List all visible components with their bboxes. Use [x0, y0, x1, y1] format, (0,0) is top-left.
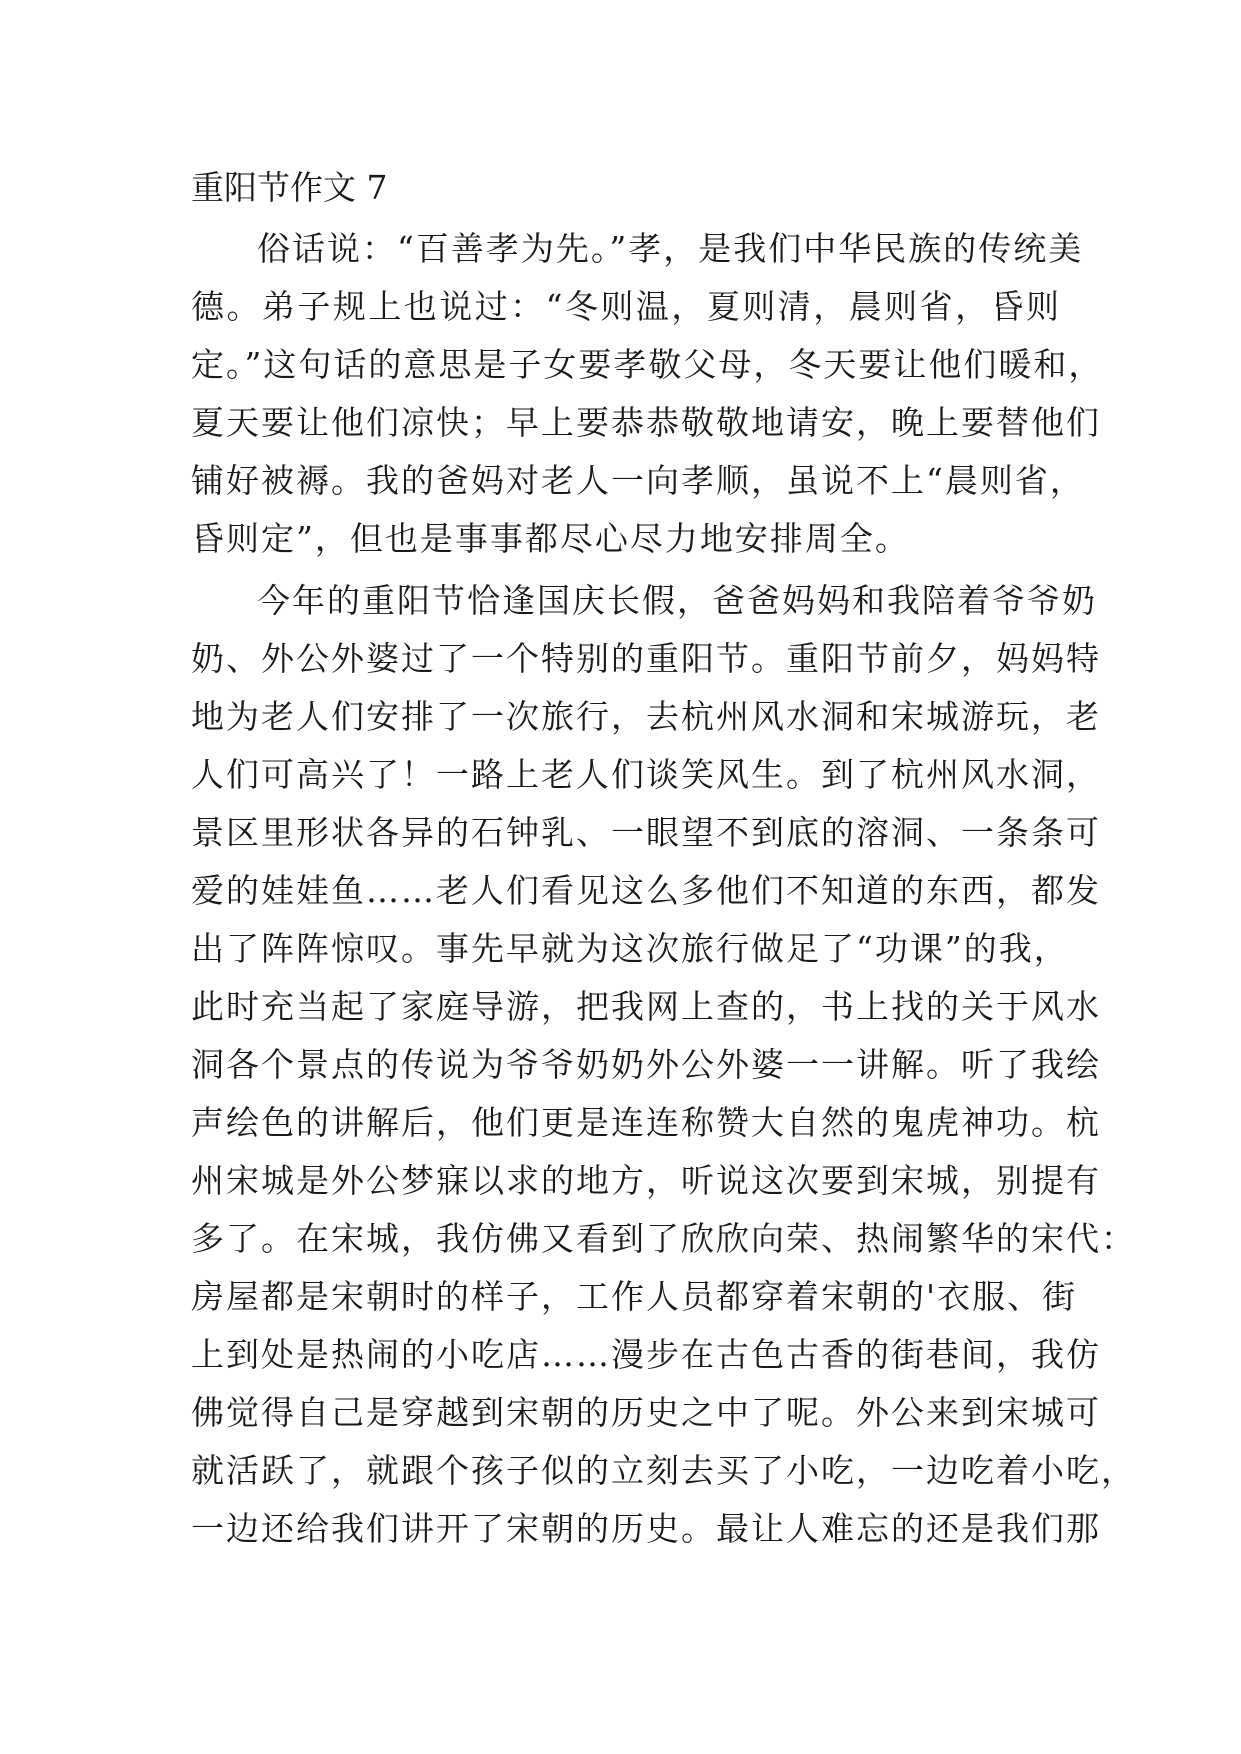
text-line: 就活跃了，就跟个孩子似的立刻去买了小吃，一边吃着小吃，: [191, 1451, 1136, 1490]
text-line: 此时充当起了家庭导游，把我网上查的，书上找的关于风水: [191, 987, 1101, 1026]
text-line: 出了阵阵惊叹。事先早就为这次旅行做足了“功课”的我，: [191, 929, 1069, 968]
text-line: 声绘色的讲解后，他们更是连连称赞大自然的鬼虎神功。杭: [191, 1103, 1101, 1142]
paragraph-1: [191, 220, 1104, 568]
paragraph-2: [191, 572, 1136, 1558]
text-line: 多了。在宋城，我仿佛又看到了欣欣向荣、热闹繁华的宋代：: [191, 1219, 1136, 1258]
text-line: 定。”这句话的意思是子女要孝敬父母，冬天要让他们暖和，: [191, 345, 1104, 384]
text-line: 人们可高兴了！一路上老人们谈笑风生。到了杭州风水洞，: [191, 755, 1101, 794]
text-line: 洞各个景点的传说为爷爷奶奶外公外婆一一讲解。听了我绘: [191, 1045, 1101, 1084]
text-line: 今年的重阳节恰逢国庆长假，爸爸妈妈和我陪着爷爷奶: [257, 581, 1097, 620]
text-line: 铺好被褥。我的爸妈对老人一向孝顺，虽说不上“晨则省，: [191, 461, 1085, 500]
text-line: 房屋都是宋朝时的样子，工作人员都穿着宋朝的'衣服、街: [191, 1277, 1078, 1316]
text-line: 夏天要让他们凉快；早上要恭恭敬敬地请安，晚上要替他们: [191, 403, 1101, 442]
text-line: 俗话说：“百善孝为先。”孝，是我们中华民族的传统美: [257, 229, 1084, 268]
document-body: [191, 160, 1136, 1562]
text-line: 奶、外公外婆过了一个特别的重阳节。重阳节前夕，妈妈特: [191, 639, 1101, 678]
text-line: 昏则定”，但也是事事都尽心尽力地安排周全。: [191, 519, 910, 558]
text-line: 爱的娃娃鱼……老人们看见这么多他们不知道的东西，都发: [191, 871, 1101, 910]
text-line: 景区里形状各异的石钟乳、一眼望不到底的溶洞、一条条可: [191, 813, 1101, 852]
text-line: 佛觉得自己是穿越到宋朝的历史之中了呢。外公来到宋城可: [191, 1393, 1101, 1432]
text-line: 德。弟子规上也说过：“冬则温，夏则清，晨则省，昏则: [191, 287, 1061, 326]
text-line: 一边还给我们讲开了宋朝的历史。最让人难忘的还是我们那: [191, 1509, 1101, 1548]
text-line: 地为老人们安排了一次旅行，去杭州风水洞和宋城游玩，老: [191, 697, 1101, 736]
document-title: 重阳节作文 7: [191, 168, 388, 207]
text-line: 州宋城是外公梦寐以求的地方，听说这次要到宋城，别提有: [191, 1161, 1101, 1200]
text-line: 上到处是热闹的小吃店……漫步在古色古香的街巷间，我仿: [191, 1335, 1101, 1374]
